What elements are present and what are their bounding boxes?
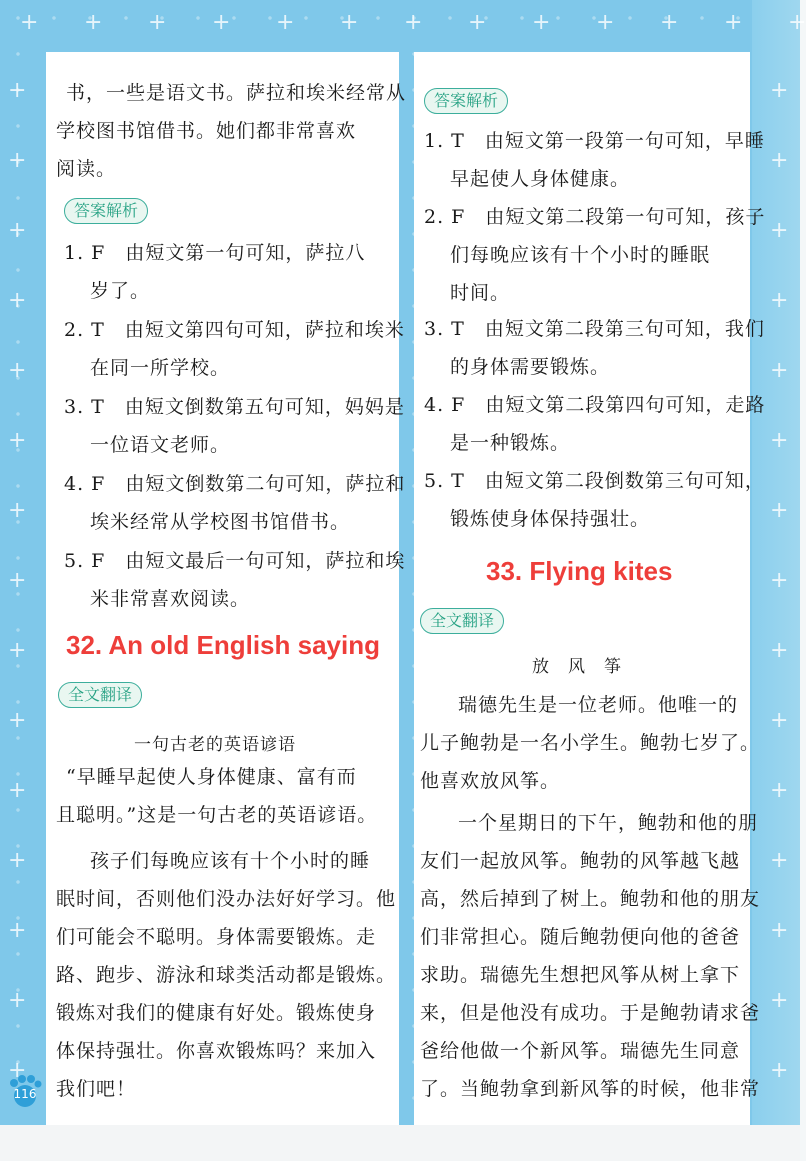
translation-line: 体保持强壮。你喜欢锻炼吗？来加入: [56, 1040, 377, 1062]
decorative-plus-icon: +: [8, 988, 27, 1013]
answer-line: 一位语文老师。: [90, 434, 231, 456]
translation-line: 锻炼对我们的健康有好处。锻炼使身: [56, 1002, 377, 1024]
decorative-plus-icon: +: [20, 10, 39, 35]
intro-line: 阅读。: [56, 158, 117, 180]
answer-line: 3. T 由短文倒数第五句可知，妈妈是: [64, 396, 405, 418]
page-number: 116: [13, 1087, 37, 1101]
answer-line: 岁了。: [90, 280, 151, 302]
left-column: [46, 52, 407, 1125]
translation-line: 来，但是他没有成功。于是鲍勃请求爸: [420, 1002, 761, 1024]
intro-line: 学校图书馆借书。她们都非常喜欢: [56, 120, 357, 142]
decorative-plus-icon: +: [8, 918, 27, 943]
answer-line: 早起使人身体健康。: [450, 168, 631, 190]
decorative-plus-icon: +: [770, 358, 789, 383]
translation-line: 了。当鲍勃拿到新风筝的时候，他非常: [420, 1078, 761, 1100]
decorative-plus-icon: +: [8, 148, 27, 173]
right-column: [414, 52, 766, 1125]
decorative-plus-icon: +: [8, 848, 27, 873]
translation-line: 求助。瑞德先生想把风筝从树上拿下: [420, 964, 741, 986]
answer-line: 锻炼使身体保持强壮。: [450, 508, 651, 530]
decorative-plus-icon: +: [8, 78, 27, 103]
translation-line: 孩子们每晚应该有十个小时的睡: [90, 850, 371, 872]
decorative-plus-icon: +: [770, 988, 789, 1013]
decorative-plus-icon: +: [596, 10, 615, 35]
decorative-plus-icon: +: [340, 10, 359, 35]
translation-line: 儿子鲍勃是一名小学生。鲍勃七岁了。: [420, 732, 761, 754]
answer-line: 5. F 由短文最后一句可知，萨拉和埃: [64, 550, 406, 572]
decorative-plus-icon: +: [8, 288, 27, 313]
answer-line: 2. F 由短文第二段第一句可知，孩子: [424, 206, 766, 228]
translation-line: 路、跑步、游泳和球类活动都是锻炼。: [56, 964, 397, 986]
translation-line: 且聪明。”这是一句古老的英语谚语。: [56, 804, 378, 826]
translation-line: 高，然后掉到了树上。鲍勃和他的朋友: [420, 888, 761, 910]
translation-line: 们非常担心。随后鲍勃便向他的爸爸: [420, 926, 741, 948]
answer-line: 的身体需要锻炼。: [450, 356, 611, 378]
full-translation-tag: 全文翻译: [58, 682, 142, 708]
decorative-plus-icon: +: [468, 10, 487, 35]
translation-line: 他喜欢放风筝。: [420, 770, 561, 792]
answer-line: 1. F 由短文第一句可知，萨拉八: [64, 242, 366, 264]
decorative-plus-icon: +: [770, 498, 789, 523]
decorative-plus-icon: +: [770, 288, 789, 313]
decorative-plus-icon: +: [8, 498, 27, 523]
decorative-plus-icon: +: [770, 778, 789, 803]
answer-analysis-tag: 答案解析: [424, 88, 508, 114]
decorative-plus-icon: +: [724, 10, 743, 35]
answer-line: 埃米经常从学校图书馆借书。: [90, 511, 351, 533]
bottom-margin: [0, 1125, 800, 1161]
decorative-plus-icon: +: [84, 10, 103, 35]
decorative-plus-icon: +: [770, 148, 789, 173]
decorative-plus-icon: +: [8, 708, 27, 733]
answer-line: 是一种锻炼。: [450, 432, 571, 454]
translation-line: 爸给他做一个新风筝。瑞德先生同意: [420, 1040, 741, 1062]
translation-title: 放 风 筝: [532, 657, 622, 677]
decorative-plus-icon: +: [8, 638, 27, 663]
answer-analysis-tag: 答案解析: [64, 198, 148, 224]
decorative-plus-icon: +: [212, 10, 231, 35]
decorative-plus-icon: +: [788, 10, 806, 35]
section-title: 33. Flying kites: [486, 556, 673, 586]
decorative-plus-icon: +: [8, 428, 27, 453]
translation-line: 友们一起放风筝。鲍勃的风筝越飞越: [420, 850, 741, 872]
decorative-plus-icon: +: [8, 778, 27, 803]
decorative-plus-icon: +: [404, 10, 423, 35]
decorative-plus-icon: +: [8, 1058, 27, 1083]
answer-line: 1. T 由短文第一段第一句可知，早睡: [424, 130, 765, 152]
decorative-plus-icon: +: [770, 218, 789, 243]
answer-line: 4. F 由短文第二段第四句可知，走路: [424, 394, 766, 416]
decorative-plus-icon: +: [770, 428, 789, 453]
decorative-plus-icon: +: [660, 10, 679, 35]
translation-line: 们可能会不聪明。身体需要锻炼。走: [56, 926, 377, 948]
full-translation-tag: 全文翻译: [420, 608, 504, 634]
translation-line: 眠时间，否则他们没办法好好学习。他: [56, 888, 397, 910]
decorative-plus-icon: +: [770, 78, 789, 103]
decorative-plus-icon: +: [532, 10, 551, 35]
answer-line: 在同一所学校。: [90, 357, 231, 379]
translation-line: 瑞德先生是一位老师。他唯一的: [458, 694, 739, 716]
decorative-plus-icon: +: [770, 1058, 789, 1083]
decorative-plus-icon: +: [770, 708, 789, 733]
answer-line: 2. T 由短文第四句可知，萨拉和埃米: [64, 319, 405, 341]
decorative-plus-icon: +: [770, 918, 789, 943]
answer-line: 们每晚应该有十个小时的睡眠: [450, 244, 711, 266]
translation-title: 一句古老的英语谚语: [134, 735, 296, 755]
decorative-plus-icon: +: [276, 10, 295, 35]
decorative-plus-icon: +: [8, 568, 27, 593]
decorative-plus-icon: +: [8, 358, 27, 383]
translation-line: “早睡早起使人身体健康、富有而: [66, 766, 357, 788]
answer-line: 4. F 由短文倒数第二句可知，萨拉和: [64, 473, 406, 495]
translation-line: 一个星期日的下午，鲍勃和他的朋: [458, 812, 759, 834]
decorative-plus-icon: +: [770, 848, 789, 873]
section-title: 32. An old English saying: [66, 630, 380, 660]
intro-line: 书，一些是语文书。萨拉和埃米经常从: [66, 82, 407, 104]
answer-line: 5. T 由短文第二段倒数第三句可知，: [424, 470, 765, 492]
answer-line: 时间。: [450, 282, 511, 304]
answer-line: 3. T 由短文第二段第三句可知，我们: [424, 318, 765, 340]
decorative-plus-icon: +: [770, 638, 789, 663]
translation-line: 我们吧！: [56, 1078, 137, 1100]
decorative-plus-icon: +: [770, 568, 789, 593]
answer-line: 米非常喜欢阅读。: [90, 588, 251, 610]
decorative-plus-icon: +: [148, 10, 167, 35]
decorative-plus-icon: +: [8, 218, 27, 243]
